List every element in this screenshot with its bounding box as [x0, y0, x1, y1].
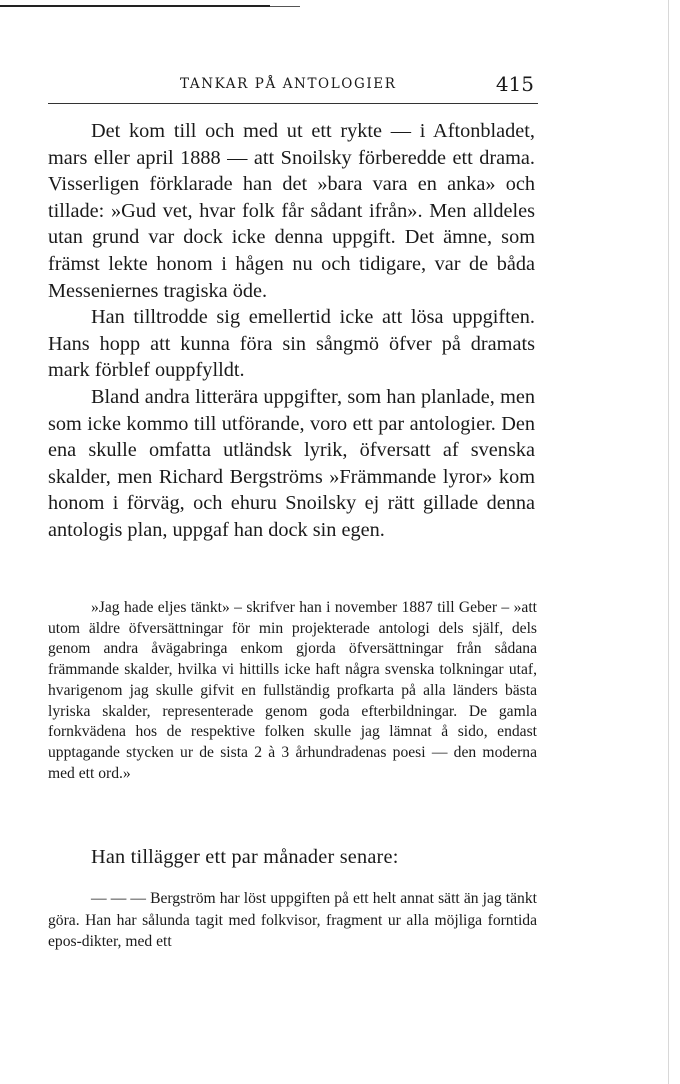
block-quote-2 [48, 888, 537, 953]
paragraph-2: Han tilltrodde sig emellertid icke att lösa uppgiften. Hans hopp att kunna föra sin sångmö öfver på dramats mark förblef ouppfylldt. [48, 306, 535, 382]
intro-line: Han tillägger ett par månader senare: [91, 846, 399, 868]
page-header [48, 72, 538, 102]
page-number: 415 [495, 72, 534, 96]
quote-2-text: — — — Bergström har löst uppgiften på ett helt annat sätt än jag tänkt göra. Han har sålunda tagit med folkvisor, fragment ur alla möjliga forntida epos-dikter, med ett [48, 890, 537, 950]
quote-1-text: »Jag hade eljes tänkt» – skrifver han i november 1887 till Geber – »att utom äldre öfversättningar för min projekterade antologi dels själf, dels genom andra åvägabringa enkom gjorda öfversättningar från sådana främmande skalder, hvilka vi hittills icke haft några svenska tolkningar utaf, hvarigenom jag skulle gifvit en fullständig profkarta på alla länders bästa lyriska skalder, representerade genom goda efterbildningar. De gamla fornkvädena hos de respektive folken skulle jag lämnat å sido, endast upptagande stycken ur de sista 2 à 3 århundradenas poesi — den moderna med ett ord.» [48, 599, 537, 782]
top-edge-rule [0, 5, 270, 7]
top-edge-rule-thin [270, 6, 300, 7]
paragraph-1: Det kom till och med ut ett rykte — i Aftonbladet, mars eller april 1888 — att Snoilsky förberedde ett drama. Visserligen förklarade han det »bara vara en anka» och tillade: »Gud vet, hvar folk får sådant ifrån». Men alldeles utan grund var dock icke denna uppgift. Det ämne, som främst lekte honom i hågen nu och tidigare, var de båda Messeniernes tragiska öde. [48, 120, 535, 302]
page-edge-line [668, 0, 669, 1084]
paragraph-3: Bland andra litterära uppgifter, som han planlade, men som icke kommo till utförande, voro ett par antologier. Den ena skulle omfatta utländsk lyrik, öfversatt af svenska skalder, men Richard Bergströms »Främmande lyror» kom honom i förväg, och ehuru Snoilsky ej rätt gillade denna antologis plan, uppgaf han dock sin egen. [48, 385, 535, 541]
header-rule [48, 103, 538, 104]
body-text [48, 118, 535, 544]
block-quote-1 [48, 598, 537, 784]
running-title: TANKAR PÅ ANTOLOGIER [180, 76, 397, 92]
